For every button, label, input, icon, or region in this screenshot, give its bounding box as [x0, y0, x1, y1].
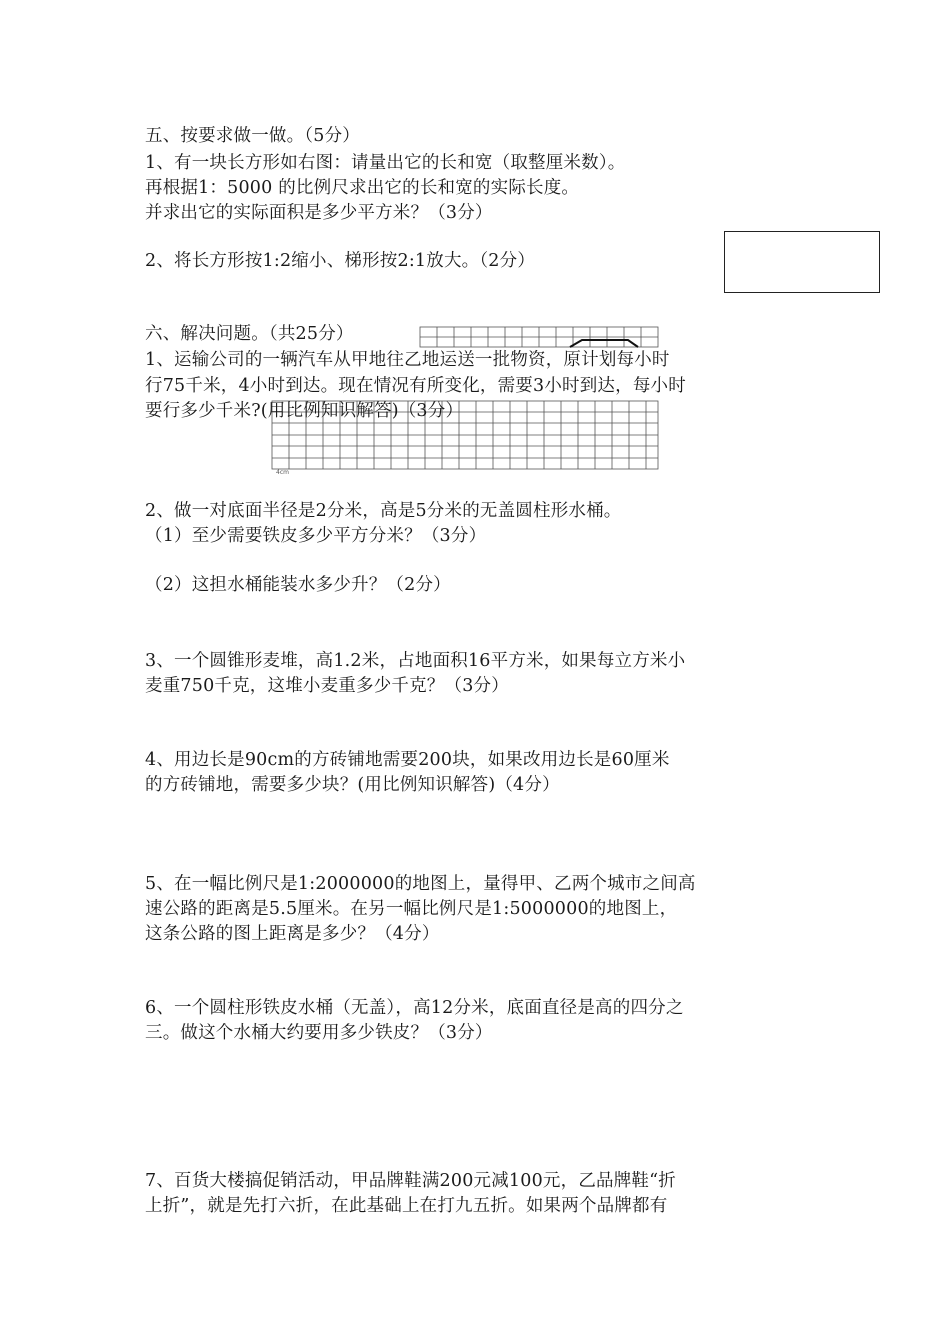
graph-paper-top-strip	[420, 327, 658, 347]
question-5-1-line-2: 再根据1：5000 的比例尺求出它的长和宽的实际长度。	[145, 178, 580, 198]
question-5-1-line-1: 1、有一块长方形如右图：请量出它的长和宽（取整厘米数）。	[145, 153, 626, 173]
measurement-rectangle	[724, 231, 880, 293]
question-6-5-line-2: 速公路的距离是5.5厘米。在另一幅比例尺是1:5000000的地图上，	[145, 899, 678, 919]
question-6-3-line-1: 3、一个圆锥形麦堆，高1.2米，占地面积16平方米，如果每立方米小	[145, 651, 686, 671]
question-6-3-line-2: 麦重750千克，这堆小麦重多少千克？（3分）	[145, 676, 509, 696]
question-6-1-line-3: 要行多少千米?(用比例知识解答)（3分）	[145, 401, 464, 421]
section-five-title: 五、按要求做一做。（5分）	[145, 126, 360, 146]
question-6-1-line-2: 行75千米，4小时到达。现在情况有所变化，需要3小时到达，每小时	[145, 376, 686, 396]
question-6-7-line-1: 7、百货大楼搞促销活动，甲品牌鞋满200元减100元，乙品牌鞋“折	[145, 1171, 676, 1191]
trapezoid-shape	[570, 340, 638, 347]
question-5-2: 2、将长方形按1:2缩小、梯形按2:1放大。（2分）	[145, 251, 536, 271]
question-6-6-line-1: 6、一个圆柱形铁皮水桶（无盖），高12分米，底面直径是高的四分之	[145, 998, 684, 1018]
grid-scale-label: 4cm	[276, 469, 289, 475]
question-6-5-line-1: 5、在一幅比例尺是1:2000000的地图上，量得甲、乙两个城市之间高	[145, 874, 696, 894]
question-6-2-sub-1: （1）至少需要铁皮多少平方分米？（3分）	[145, 526, 487, 546]
question-5-1-line-3: 并求出它的实际面积是多少平方米？（3分）	[145, 203, 493, 223]
section-six-title: 六、解决问题。（共25分）	[145, 324, 354, 344]
question-6-2-sub-2: （2）这担水桶能装水多少升？（2分）	[145, 575, 451, 595]
question-6-2-line-1: 2、做一对底面半径是2分米，高是5分米的无盖圆柱形水桶。	[145, 501, 622, 521]
question-6-4-line-2: 的方砖铺地，需要多少块？(用比例知识解答)（4分）	[145, 775, 560, 795]
question-6-7-line-2: 上折”，就是先打六折，在此基础上在打九五折。如果两个品牌都有	[145, 1196, 668, 1216]
question-6-5-line-3: 这条公路的图上距离是多少？（4分）	[145, 924, 440, 944]
graph-paper-figure	[270, 323, 662, 475]
question-6-1-line-1: 1、运输公司的一辆汽车从甲地往乙地运送一批物资，原计划每小时	[145, 350, 670, 370]
question-6-4-line-1: 4、用边长是90cm的方砖铺地需要200块，如果改用边长是60厘米	[145, 750, 670, 770]
question-6-6-line-2: 三。做这个水桶大约要用多少铁皮？（3分）	[145, 1023, 493, 1043]
